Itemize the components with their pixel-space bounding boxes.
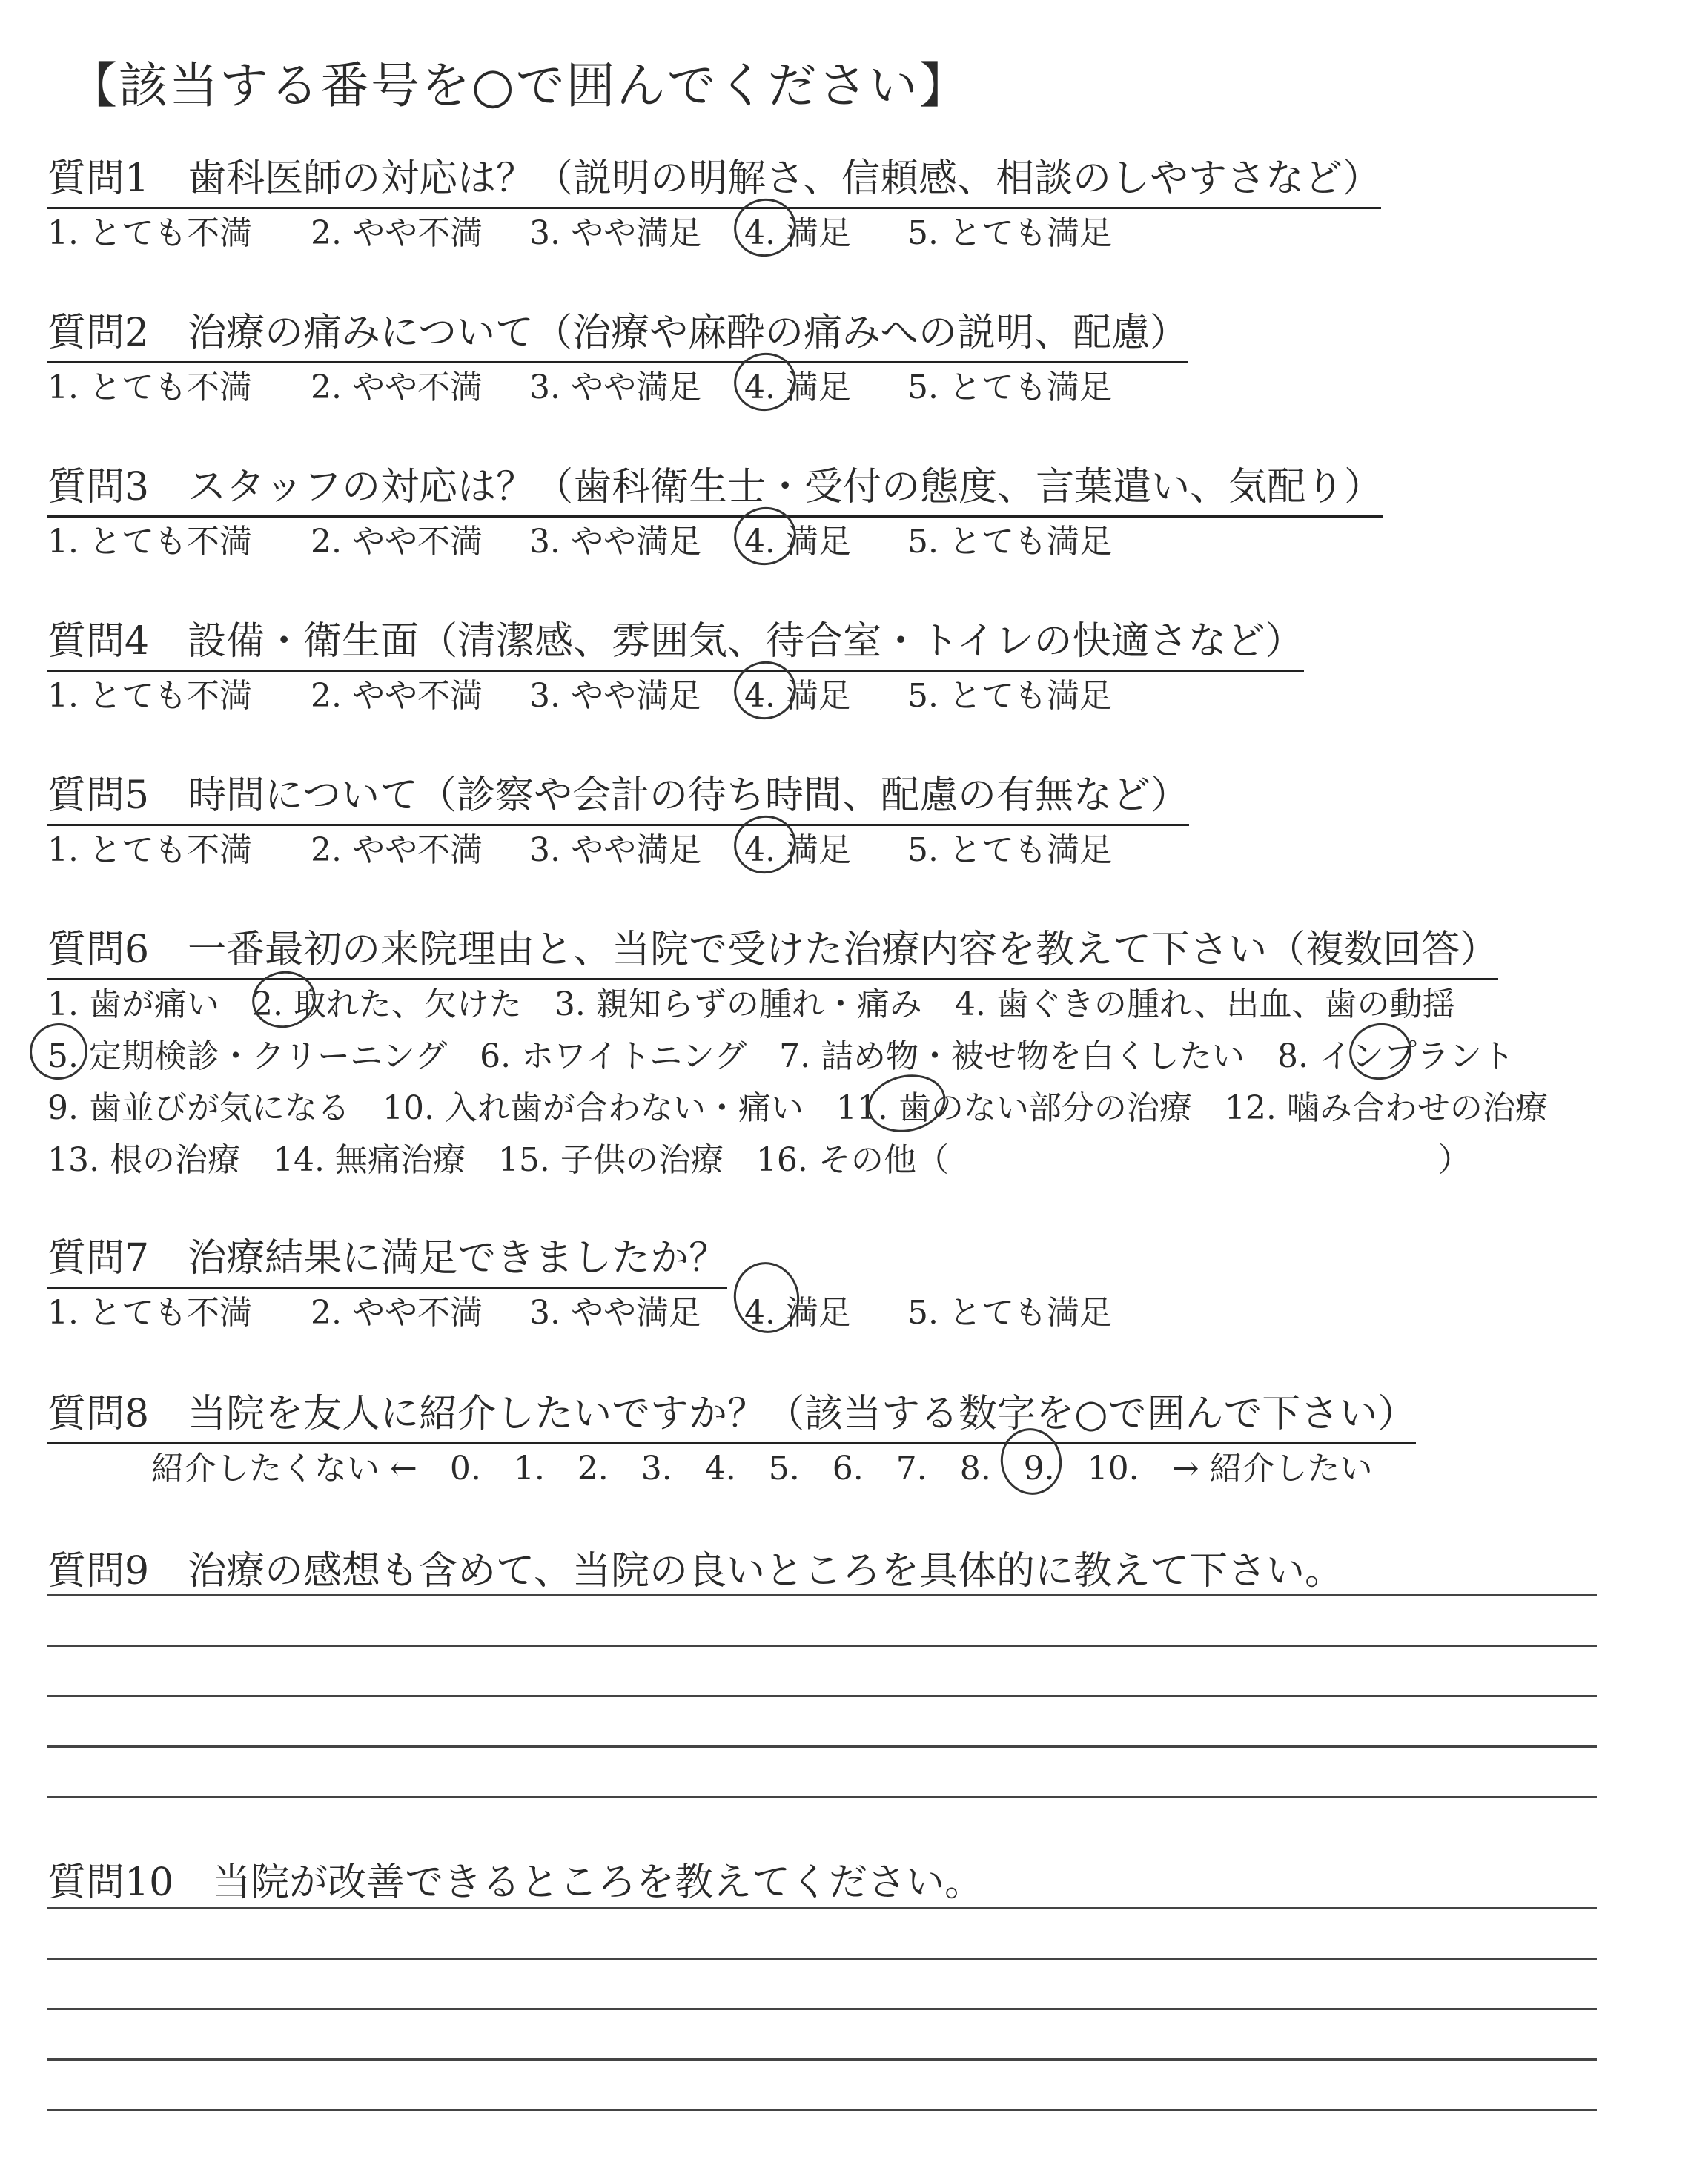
option-2[interactable]: 2. やや不満	[311, 369, 483, 406]
option-5[interactable]: 5. とても満足	[907, 214, 1112, 252]
question-7: 質問7 治療結果に満足できましたか？	[47, 1226, 727, 1289]
form-instruction: 【該当する番号を○で囲んでください】	[68, 57, 970, 114]
option-4[interactable]: 4. 満足	[744, 1294, 851, 1332]
answer-line[interactable]	[47, 1907, 1597, 1909]
option-4[interactable]: 4. 満足	[744, 214, 851, 252]
answer-line[interactable]	[47, 1958, 1597, 1960]
option-5[interactable]: 5. とても満足	[907, 369, 1112, 406]
question-1: 質問1 歯科医師の対応は？（説明の明解さ、信頼感、相談のしやすさなど）	[47, 147, 1381, 209]
option-1[interactable]: 1. とても不満	[47, 1294, 252, 1332]
option-4[interactable]: 4. 満足	[744, 831, 851, 869]
option-5[interactable]: 5. とても満足	[907, 677, 1112, 715]
option-1[interactable]: 1. とても不満	[47, 831, 252, 869]
option-3[interactable]: 3. やや満足	[529, 1294, 701, 1332]
option-5[interactable]: 5. とても満足	[907, 831, 1112, 869]
option-3[interactable]: 3. やや満足	[529, 677, 701, 715]
question-3: 質問3 スタッフの対応は？（歯科衛生士・受付の態度、言葉遣い、気配り）	[47, 455, 1383, 518]
answer-line[interactable]	[47, 1745, 1597, 1748]
answer-line[interactable]	[47, 1796, 1597, 1798]
option-4[interactable]: 4. 満足	[744, 677, 851, 715]
option-1[interactable]: 1. とても不満	[47, 214, 252, 252]
q6-options-row-4[interactable]: 13. 根の治療 14. 無痛治療 15. 子供の治療 16. その他（ ）	[47, 1141, 1471, 1179]
question-6: 質問6 一番最初の来院理由と、当院で受けた治療内容を教えて下さい（複数回答）	[47, 918, 1498, 980]
answer-line[interactable]	[47, 2109, 1597, 2111]
option-1[interactable]: 1. とても不満	[47, 369, 252, 406]
option-3[interactable]: 3. やや満足	[529, 523, 701, 561]
option-2[interactable]: 2. やや不満	[311, 523, 483, 561]
option-4[interactable]: 4. 満足	[744, 523, 851, 561]
option-1[interactable]: 1. とても不満	[47, 523, 252, 561]
q6-options-row-1[interactable]: 1. 歯が痛い 2. 取れた、欠けた 3. 親知らずの腫れ・痛み 4. 歯ぐきの腫れ、出血、歯の動揺	[47, 985, 1455, 1023]
question-10: 質問10 当院が改善できるところを教えてください。	[47, 1860, 984, 1905]
option-2[interactable]: 2. やや不満	[311, 214, 483, 252]
option-1[interactable]: 1. とても不満	[47, 677, 252, 715]
option-3[interactable]: 3. やや満足	[529, 369, 701, 406]
answer-line[interactable]	[47, 2058, 1597, 2061]
q6-options-row-3[interactable]: 9. 歯並びが気になる 10. 入れ歯が合わない・痛い 11. 歯のない部分の治療 12. 噛み合わせの治療	[47, 1089, 1548, 1127]
option-5[interactable]: 5. とても満足	[907, 1294, 1112, 1332]
q8-scale[interactable]: 紹介したくない ← 0. 1. 2. 3. 4. 5. 6. 7. 8. 9. 10. → 紹介したい	[151, 1450, 1373, 1487]
option-3[interactable]: 3. やや満足	[529, 831, 701, 869]
q6-options-row-2[interactable]: 5. 定期検診・クリーニング 6. ホワイトニング 7. 詰め物・被せ物を白くしたい 8. インプラント	[47, 1037, 1515, 1075]
question-2: 質問2 治療の痛みについて（治療や麻酔の痛みへの説明、配慮）	[47, 301, 1188, 363]
question-9: 質問9 治療の感想も含めて、当院の良いところを具体的に教えて下さい。	[47, 1549, 1344, 1593]
option-2[interactable]: 2. やや不満	[311, 677, 483, 715]
question-4: 質問4 設備・衛生面（清潔感、雰囲気、待合室・トイレの快適さなど）	[47, 610, 1304, 672]
answer-line[interactable]	[47, 2008, 1597, 2010]
question-5: 質問5 時間について（診察や会計の待ち時間、配慮の有無など）	[47, 764, 1189, 826]
option-2[interactable]: 2. やや不満	[311, 1294, 483, 1332]
answer-line[interactable]	[47, 1645, 1597, 1647]
option-5[interactable]: 5. とても満足	[907, 523, 1112, 561]
answer-line[interactable]	[47, 1695, 1597, 1697]
question-8: 質問8 当院を友人に紹介したいですか？（該当する数字を○で囲んで下さい）	[47, 1382, 1416, 1444]
option-4[interactable]: 4. 満足	[744, 369, 851, 406]
answer-line[interactable]	[47, 1594, 1597, 1596]
option-2[interactable]: 2. やや不満	[311, 831, 483, 869]
option-3[interactable]: 3. やや満足	[529, 214, 701, 252]
